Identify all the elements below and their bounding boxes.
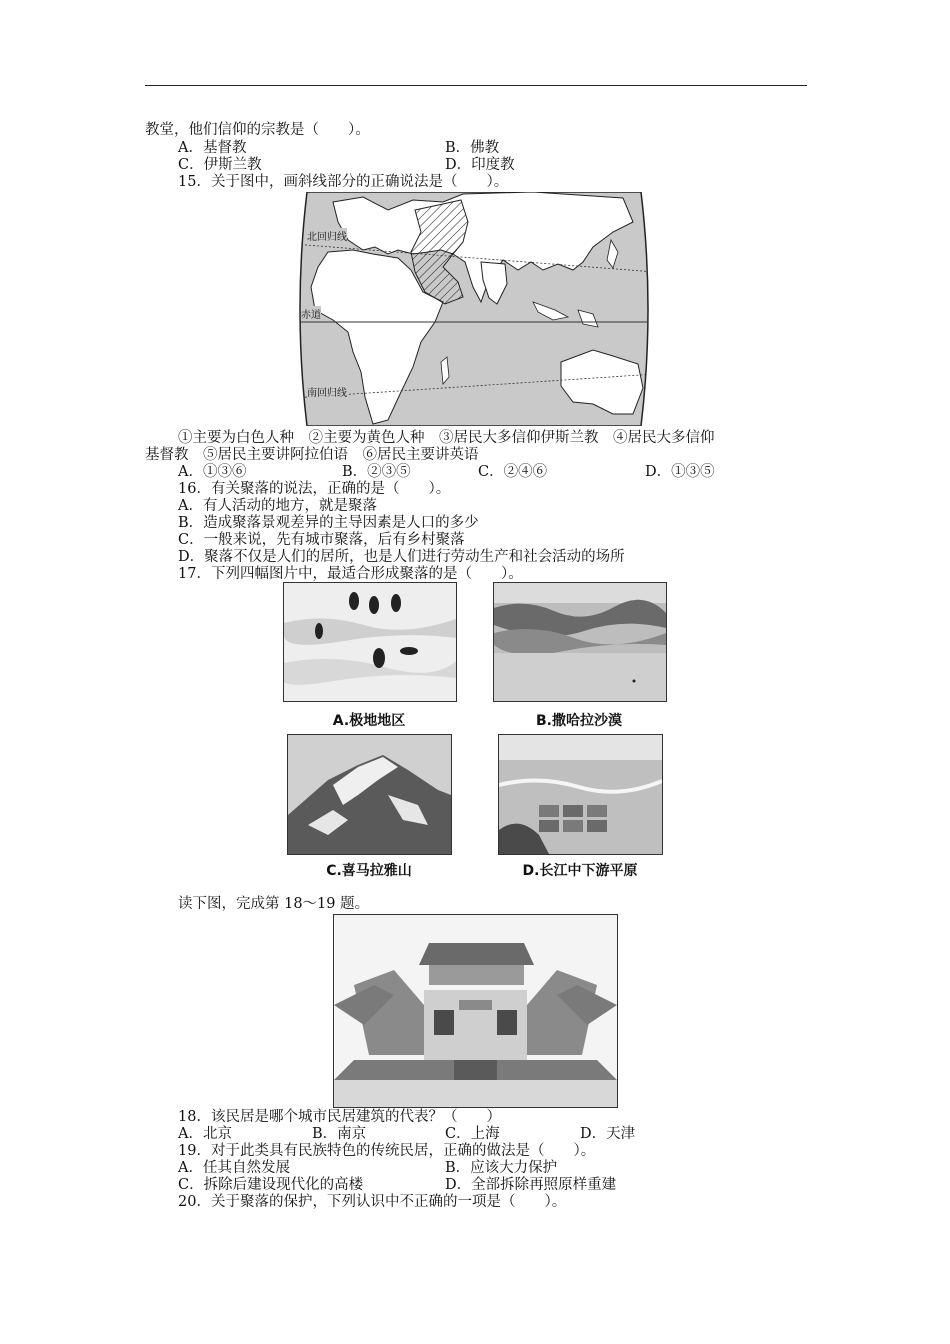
q16-option-b: B．造成聚落景观差异的主导因素是人口的多少 [178, 515, 479, 531]
q18-option-c: C．上海 [445, 1126, 500, 1142]
q14-stem-tail: 教堂，他们信仰的宗教是（ ）。 [145, 122, 370, 138]
q19-stem: 19．对于此类具有民族特色的传统民居，正确的做法是（ ）。 [178, 1143, 596, 1159]
photo-yangtze-plain [498, 734, 663, 855]
photo-sahara-desert [493, 582, 667, 702]
q18-stem: 18．该民居是哪个城市民居建筑的代表？（ ） [178, 1109, 501, 1125]
q14-option-a: A．基督教 [178, 140, 247, 156]
caption-c: C.喜马拉雅山 [326, 863, 412, 879]
photo-siheyuan [333, 914, 618, 1108]
q14-option-d: D．印度教 [445, 157, 515, 173]
q17-stem: 17．下列四幅图片中，最适合形成聚落的是（ ）。 [178, 566, 523, 582]
q16-option-d: D．聚落不仅是人们的居所，也是人们进行劳动生产和社会活动的场所 [178, 549, 625, 565]
caption-d: D.长江中下游平原 [522, 863, 638, 879]
caption-a: A.极地地区 [332, 713, 406, 729]
q14-option-c: C．伊斯兰教 [178, 157, 262, 173]
caption-b: B.撒哈拉沙漠 [536, 713, 622, 729]
q18-option-b: B．南京 [312, 1126, 367, 1142]
q19-option-d: D．全部拆除再照原样重建 [445, 1177, 617, 1193]
q16-option-c: C．一般来说，先有城市聚落，后有乡村聚落 [178, 532, 465, 548]
q14-option-b: B．佛教 [445, 140, 500, 156]
q15-option-b: B．②③⑤ [342, 464, 411, 480]
world-map-figure [293, 192, 655, 426]
q18-option-d: D．天津 [580, 1126, 636, 1142]
tropic-of-cancer-label: 北回归线 [307, 228, 347, 243]
q15-option-c: C．②④⑥ [478, 464, 548, 480]
equator-label: 赤道 [301, 306, 321, 321]
header-rule [145, 85, 807, 86]
q16-option-a: A．有人活动的地方，就是聚落 [178, 498, 377, 514]
photo-polar-region [283, 582, 457, 702]
photo-himalaya [287, 734, 452, 855]
q15-statements-line1: ①主要为白色人种 ②主要为黄色人种 ③居民大多信仰伊斯兰教 ④居民大多信仰 [178, 430, 715, 446]
tropic-of-capricorn-label: 南回归线 [307, 384, 347, 399]
intro-18-19: 读下图，完成第 18～19 题。 [178, 896, 370, 912]
q15-stem: 15．关于图中，画斜线部分的正确说法是（ ）。 [178, 174, 509, 190]
q16-stem: 16．有关聚落的说法，正确的是（ ）。 [178, 481, 451, 497]
q19-option-a: A．任其自然发展 [178, 1160, 290, 1176]
q15-option-a: A．①③⑥ [178, 464, 247, 480]
q19-option-b: B．应该大力保护 [445, 1160, 558, 1176]
q15-option-d: D．①③⑤ [645, 464, 715, 480]
q19-option-c: C．拆除后建设现代化的高楼 [178, 1177, 364, 1193]
q20-stem: 20．关于聚落的保护，下列认识中不正确的一项是（ ）。 [178, 1194, 567, 1210]
q18-option-a: A．北京 [178, 1126, 232, 1142]
q15-statements-line2: 基督教 ⑤居民主要讲阿拉伯语 ⑥居民主要讲英语 [145, 447, 479, 463]
